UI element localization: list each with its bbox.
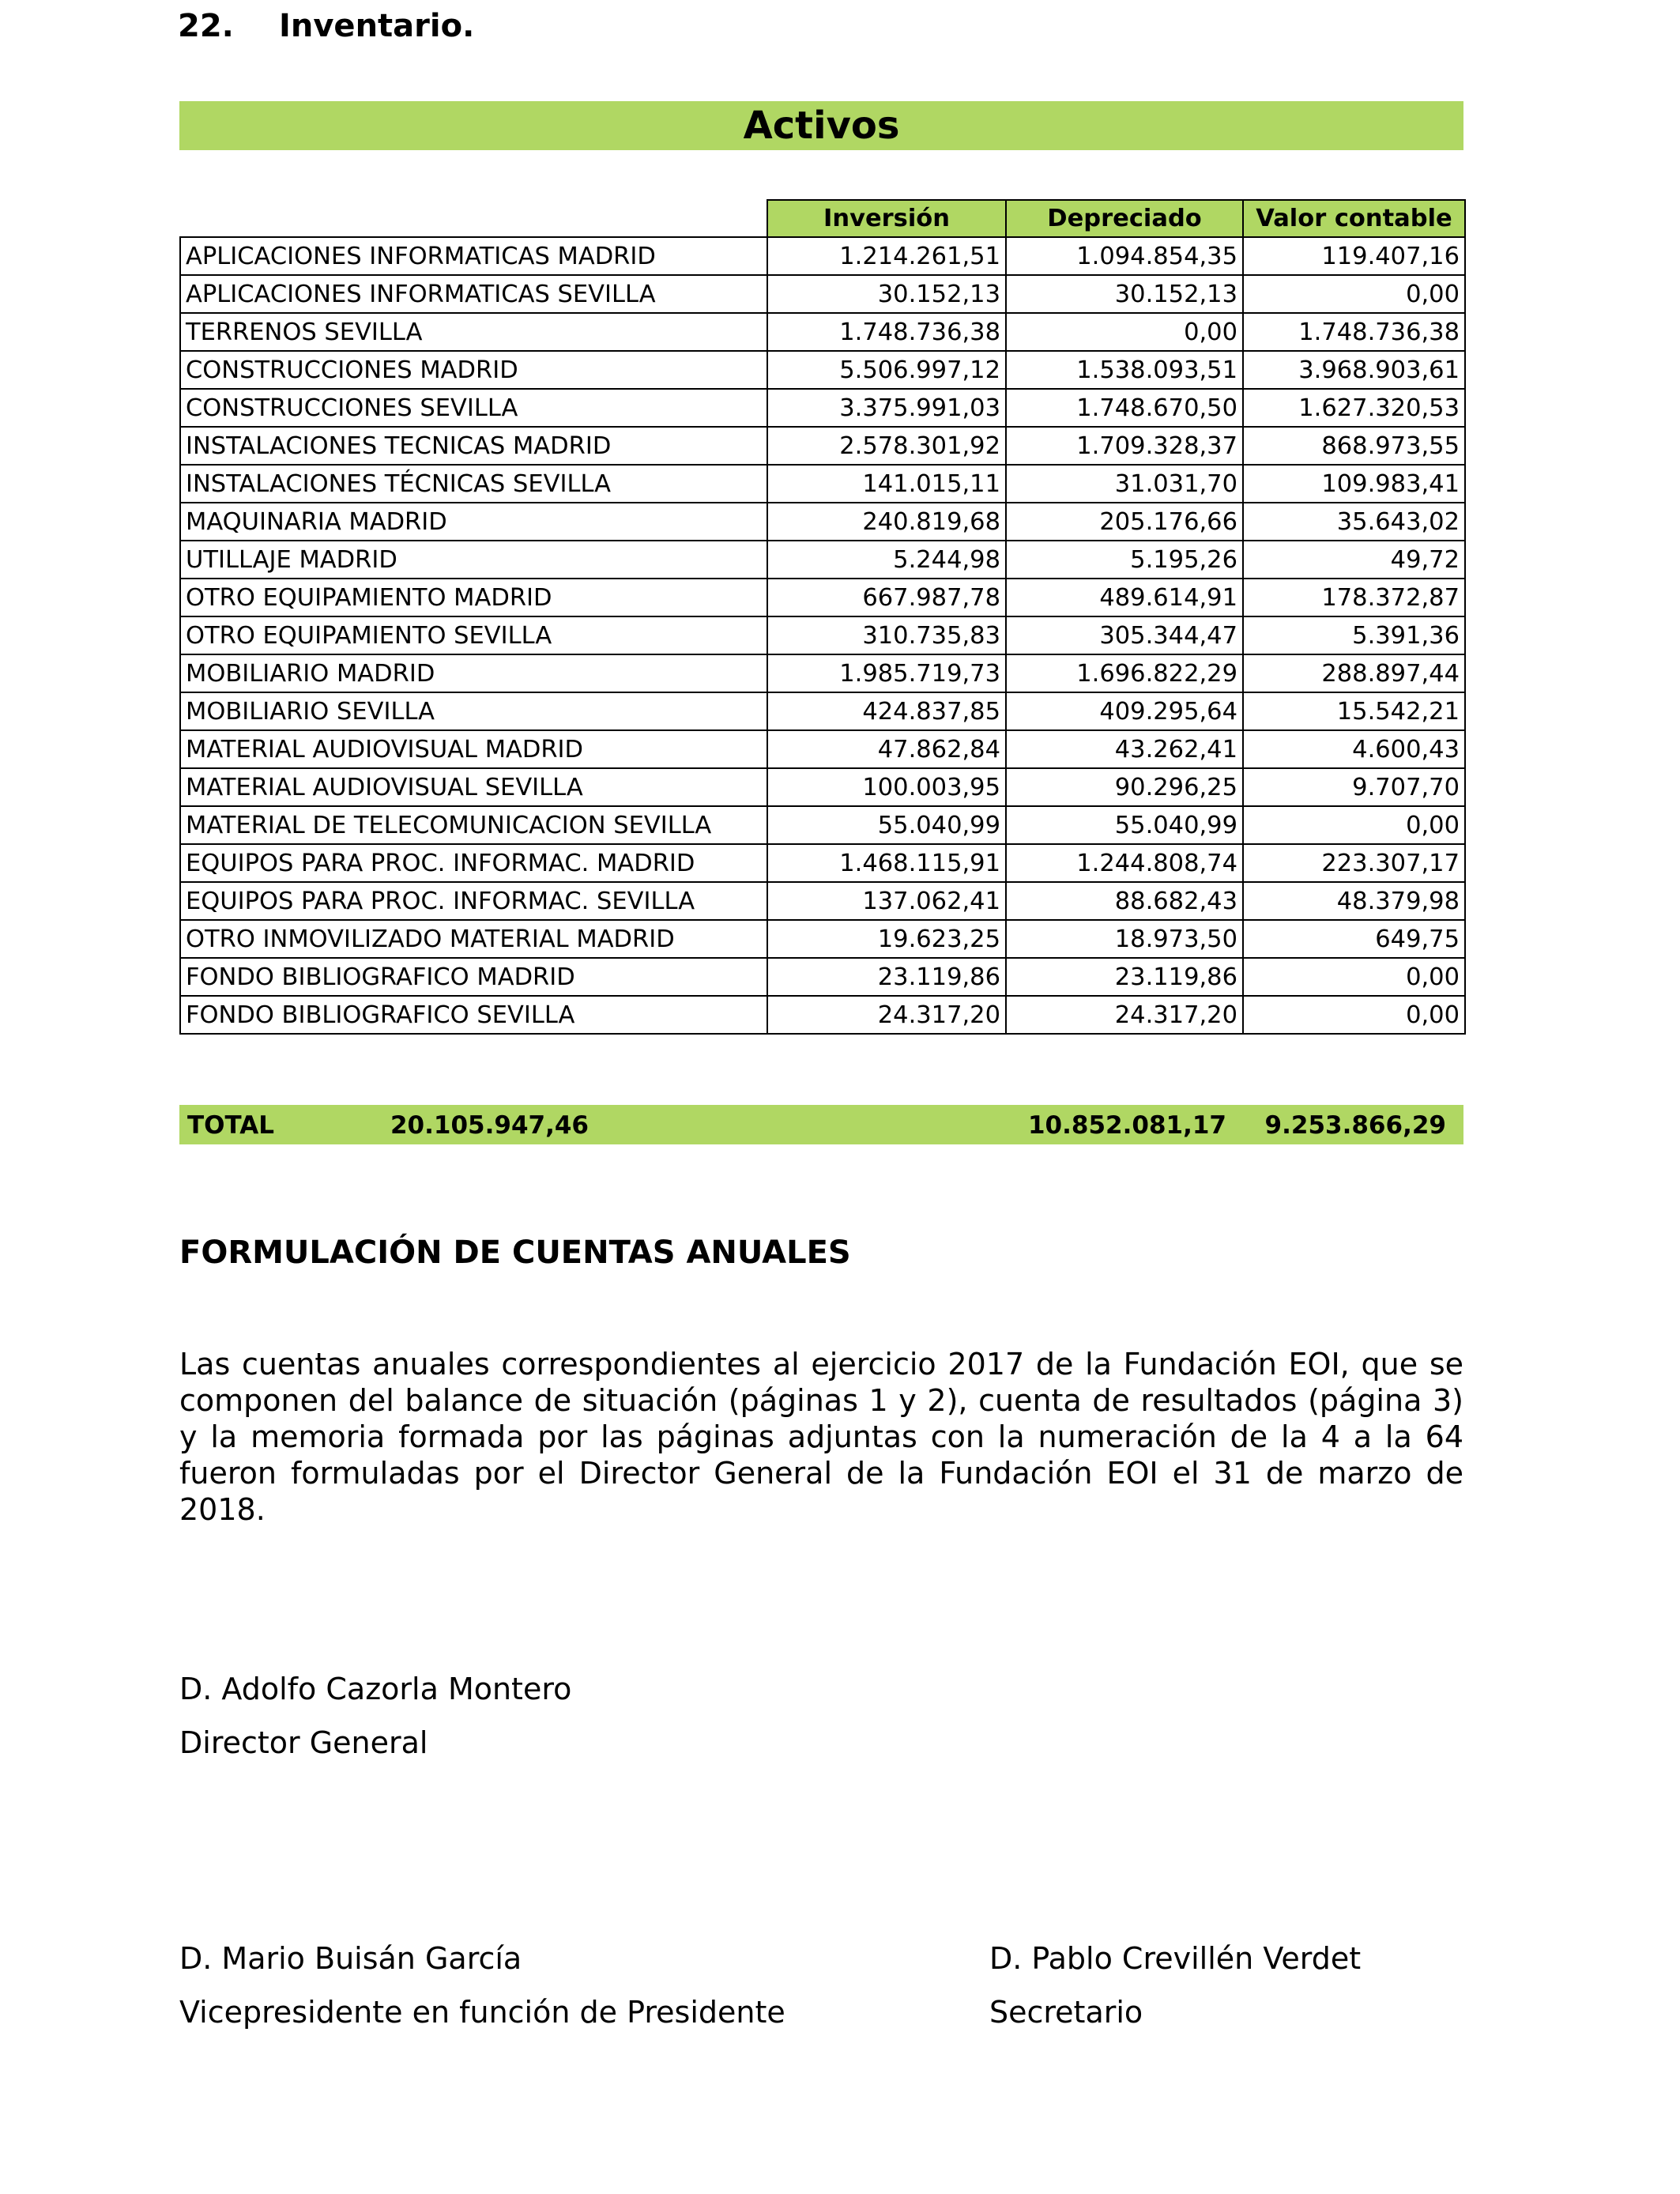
asset-name-cell: MATERIAL DE TELECOMUNICACION SEVILLA: [180, 806, 767, 844]
inversion-cell: 100.003,95: [767, 768, 1006, 806]
table-row: [180, 389, 1465, 427]
depreciado-cell: 1.094.854,35: [1006, 237, 1243, 275]
signature-role-director: Director General: [179, 1725, 428, 1760]
activos-banner: Activos: [179, 101, 1463, 150]
valor-contable-cell: 0,00: [1243, 996, 1465, 1034]
inversion-cell: 667.987,78: [767, 579, 1006, 616]
depreciado-cell: 1.709.328,37: [1006, 427, 1243, 465]
table-row: [180, 541, 1465, 579]
inversion-cell: 3.375.991,03: [767, 389, 1006, 427]
valor-contable-cell: 9.707,70: [1243, 768, 1465, 806]
signature-name-vicepresidente: D. Mario Buisán García: [179, 1941, 522, 1976]
depreciado-cell: 409.295,64: [1006, 692, 1243, 730]
valor-contable-cell: 223.307,17: [1243, 844, 1465, 882]
inversion-cell: 1.985.719,73: [767, 654, 1006, 692]
asset-name-cell: APLICACIONES INFORMATICAS SEVILLA: [180, 275, 767, 313]
valor-contable-cell: 109.983,41: [1243, 465, 1465, 503]
inversion-cell: 5.506.997,12: [767, 351, 1006, 389]
valor-contable-cell: 178.372,87: [1243, 579, 1465, 616]
inversion-cell: 47.862,84: [767, 730, 1006, 768]
valor-contable-cell: 49,72: [1243, 541, 1465, 579]
asset-name-cell: OTRO INMOVILIZADO MATERIAL MADRID: [180, 920, 767, 958]
asset-name-cell: CONSTRUCCIONES SEVILLA: [180, 389, 767, 427]
valor-contable-cell: 48.379,98: [1243, 882, 1465, 920]
asset-name-cell: INSTALACIONES TECNICAS MADRID: [180, 427, 767, 465]
table-row: [180, 844, 1465, 882]
table-row: [180, 465, 1465, 503]
asset-name-cell: TERRENOS SEVILLA: [180, 313, 767, 351]
section-number: 22.: [178, 8, 234, 44]
depreciado-cell: 55.040,99: [1006, 806, 1243, 844]
table-body: [180, 237, 1465, 1034]
inversion-cell: 30.152,13: [767, 275, 1006, 313]
depreciado-cell: 5.195,26: [1006, 541, 1243, 579]
valor-contable-cell: 4.600,43: [1243, 730, 1465, 768]
asset-name-cell: OTRO EQUIPAMIENTO MADRID: [180, 579, 767, 616]
inversion-cell: 2.578.301,92: [767, 427, 1006, 465]
table-row: [180, 768, 1465, 806]
table-row: [180, 996, 1465, 1034]
table-row: [180, 616, 1465, 654]
inversion-cell: 310.735,83: [767, 616, 1006, 654]
table-row: [180, 920, 1465, 958]
depreciado-cell: 205.176,66: [1006, 503, 1243, 541]
inversion-cell: 19.623,25: [767, 920, 1006, 958]
asset-name-cell: CONSTRUCCIONES MADRID: [180, 351, 767, 389]
depreciado-cell: 30.152,13: [1006, 275, 1243, 313]
total-row: [179, 1105, 1463, 1144]
header-blank-cell: [180, 200, 767, 237]
table-row: [180, 654, 1465, 692]
header-inversion: Inversión: [767, 200, 1006, 237]
table-row: [180, 237, 1465, 275]
depreciado-cell: 1.748.670,50: [1006, 389, 1243, 427]
inversion-cell: 23.119,86: [767, 958, 1006, 996]
inversion-cell: 24.317,20: [767, 996, 1006, 1034]
valor-contable-cell: 119.407,16: [1243, 237, 1465, 275]
depreciado-cell: 18.973,50: [1006, 920, 1243, 958]
depreciado-cell: 305.344,47: [1006, 616, 1243, 654]
table-row: [180, 806, 1465, 844]
depreciado-cell: 43.262,41: [1006, 730, 1243, 768]
signature-name-secretario: D. Pablo Crevillén Verdet: [989, 1941, 1362, 1976]
header-valor-contable: Valor contable: [1243, 200, 1465, 237]
table-row: [180, 427, 1465, 465]
depreciado-cell: 88.682,43: [1006, 882, 1243, 920]
asset-name-cell: FONDO BIBLIOGRAFICO MADRID: [180, 958, 767, 996]
inversion-cell: 55.040,99: [767, 806, 1006, 844]
inversion-cell: 240.819,68: [767, 503, 1006, 541]
valor-contable-cell: 0,00: [1243, 806, 1465, 844]
table-row: [180, 958, 1465, 996]
inversion-cell: 141.015,11: [767, 465, 1006, 503]
asset-name-cell: APLICACIONES INFORMATICAS MADRID: [180, 237, 767, 275]
asset-name-cell: EQUIPOS PARA PROC. INFORMAC. SEVILLA: [180, 882, 767, 920]
asset-name-cell: MATERIAL AUDIOVISUAL SEVILLA: [180, 768, 767, 806]
signature-role-vicepresidente: Vicepresidente en función de Presidente: [179, 1995, 785, 2030]
inversion-cell: 137.062,41: [767, 882, 1006, 920]
valor-contable-cell: 15.542,21: [1243, 692, 1465, 730]
formulacion-paragraph: Las cuentas anuales correspondientes al ejercicio 2017 de la Fundación EOI, que se componen del balance de situación (páginas 1 y 2), cuenta de resultados (página 3) y la memoria formada por las páginas adjuntas con la numeración de la 4 a la 64 fueron formuladas por el Director General de la Fundación EOI el 31 de marzo de 2018.: [179, 1347, 1463, 1527]
valor-contable-cell: 35.643,02: [1243, 503, 1465, 541]
valor-contable-cell: 0,00: [1243, 958, 1465, 996]
total-depreciado: 10.852.081,17: [1027, 1111, 1226, 1140]
depreciado-cell: 31.031,70: [1006, 465, 1243, 503]
table-row: [180, 351, 1465, 389]
valor-contable-cell: 288.897,44: [1243, 654, 1465, 692]
table-row: [180, 313, 1465, 351]
depreciado-cell: 0,00: [1006, 313, 1243, 351]
asset-name-cell: FONDO BIBLIOGRAFICO SEVILLA: [180, 996, 767, 1034]
inversion-cell: 1.214.261,51: [767, 237, 1006, 275]
asset-name-cell: EQUIPOS PARA PROC. INFORMAC. MADRID: [180, 844, 767, 882]
table-row: [180, 882, 1465, 920]
table-row: [180, 275, 1465, 313]
depreciado-cell: 23.119,86: [1006, 958, 1243, 996]
depreciado-cell: 24.317,20: [1006, 996, 1243, 1034]
inversion-cell: 1.468.115,91: [767, 844, 1006, 882]
total-label: TOTAL: [187, 1111, 274, 1140]
inversion-cell: 424.837,85: [767, 692, 1006, 730]
inventory-table: [179, 199, 1466, 1035]
valor-contable-cell: 1.748.736,38: [1243, 313, 1465, 351]
depreciado-cell: 1.696.822,29: [1006, 654, 1243, 692]
depreciado-cell: 90.296,25: [1006, 768, 1243, 806]
signature-name-director: D. Adolfo Cazorla Montero: [179, 1672, 572, 1706]
section-heading: [178, 0, 474, 52]
valor-contable-cell: 3.968.903,61: [1243, 351, 1465, 389]
valor-contable-cell: 868.973,55: [1243, 427, 1465, 465]
valor-contable-cell: 0,00: [1243, 275, 1465, 313]
inversion-cell: 5.244,98: [767, 541, 1006, 579]
valor-contable-cell: 1.627.320,53: [1243, 389, 1465, 427]
table-row: [180, 579, 1465, 616]
asset-name-cell: MATERIAL AUDIOVISUAL MADRID: [180, 730, 767, 768]
asset-name-cell: MOBILIARIO MADRID: [180, 654, 767, 692]
table-row: [180, 692, 1465, 730]
asset-name-cell: UTILLAJE MADRID: [180, 541, 767, 579]
depreciado-cell: 1.244.808,74: [1006, 844, 1243, 882]
formulacion-title: FORMULACIÓN DE CUENTAS ANUALES: [179, 1235, 851, 1271]
table-header-row: [180, 200, 1465, 237]
section-title: Inventario.: [279, 8, 475, 44]
table-row: [180, 503, 1465, 541]
asset-name-cell: MAQUINARIA MADRID: [180, 503, 767, 541]
asset-name-cell: MOBILIARIO SEVILLA: [180, 692, 767, 730]
asset-name-cell: INSTALACIONES TÉCNICAS SEVILLA: [180, 465, 767, 503]
header-depreciado: Depreciado: [1006, 200, 1243, 237]
total-inversion: 20.105.947,46: [390, 1111, 589, 1140]
signature-role-secretario: Secretario: [989, 1995, 1143, 2030]
inversion-cell: 1.748.736,38: [767, 313, 1006, 351]
depreciado-cell: 1.538.093,51: [1006, 351, 1243, 389]
depreciado-cell: 489.614,91: [1006, 579, 1243, 616]
total-valor-contable: 9.253.866,29: [1264, 1111, 1446, 1140]
valor-contable-cell: 649,75: [1243, 920, 1465, 958]
asset-name-cell: OTRO EQUIPAMIENTO SEVILLA: [180, 616, 767, 654]
table-row: [180, 730, 1465, 768]
valor-contable-cell: 5.391,36: [1243, 616, 1465, 654]
